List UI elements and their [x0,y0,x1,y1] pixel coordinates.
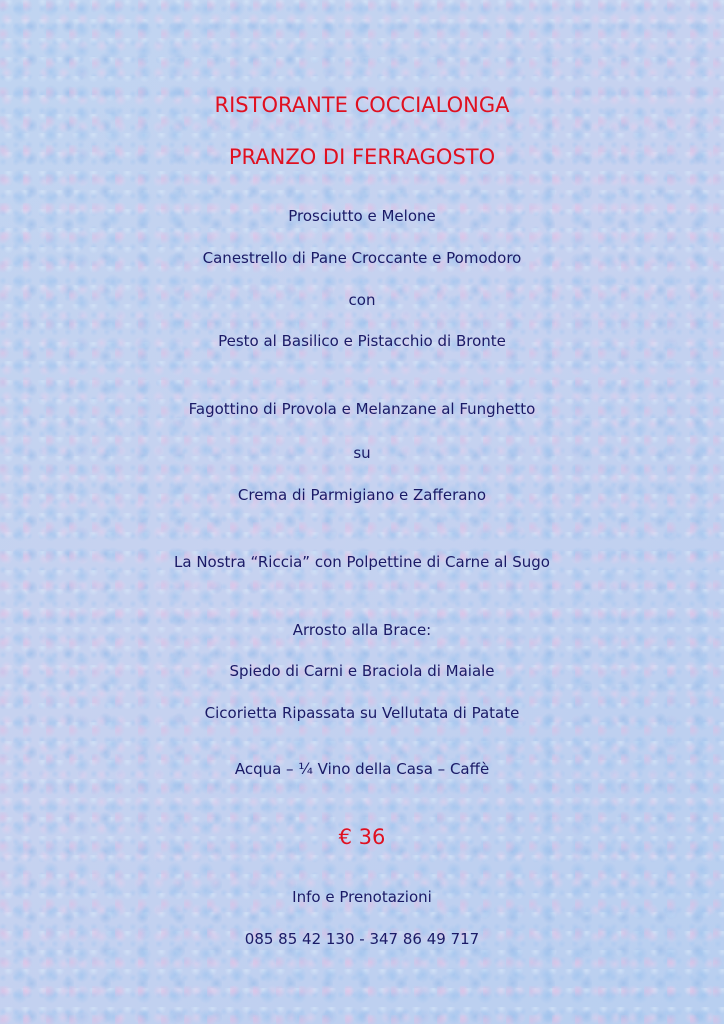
menu-line-pesto: Pesto al Basilico e Pistacchio di Bronte [218,332,506,350]
restaurant-name: RISTORANTE COCCIALONGA [214,93,510,117]
price: € 36 [338,825,386,849]
event-title: PRANZO DI FERRAGOSTO [228,145,496,169]
menu-line-fagottino: Fagottino di Provola e Melanzane al Funghetto [188,400,536,418]
menu-line-drinks: Acqua – ¼ Vino della Casa – Caffè [234,760,490,778]
menu-line-canestrello: Canestrello di Pane Croccante e Pomodoro [202,249,522,267]
menu-line-cicorietta: Cicorietta Ripassata su Vellutata di Patate [204,704,520,722]
menu-line-arrosto: Arrosto alla Brace: [292,621,432,639]
contact-label: Info e Prenotazioni [292,888,432,906]
menu-line-crema: Crema di Parmigiano e Zafferano [237,486,487,504]
menu-line-prosciutto: Prosciutto e Melone [288,207,436,225]
menu-line-su: su [353,444,371,462]
menu-line-spiedo: Spiedo di Carni e Braciola di Maiale [229,662,495,680]
contact-phones: 085 85 42 130 - 347 86 49 717 [244,930,480,948]
menu-line-con: con [348,291,376,309]
menu-line-riccia: La Nostra “Riccia” con Polpettine di Carne al Sugo [174,553,550,571]
